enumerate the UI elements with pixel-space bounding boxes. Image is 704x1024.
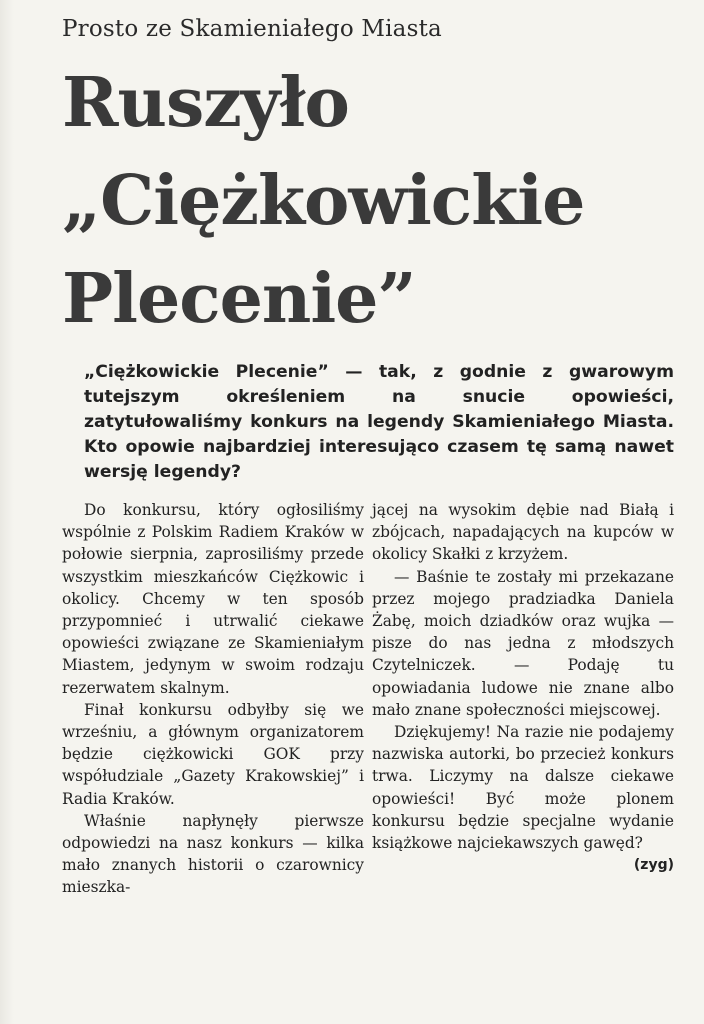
headline-line-2: „Ciężkowickie [62, 161, 585, 241]
body-paragraph: Finał konkursu odbyłby się we wrześniu, a głównym organizatorem będzie ciężkowicki GOK przy współudziale „Gazety Krakowskiej” i Radia Kraków. [62, 700, 364, 808]
scan-edge-shadow [0, 0, 14, 1024]
lead-paragraph: „Ciężkowickie Plecenie” — tak, z godnie z gwarowym tutejszym określeniem na snucie opowieści, zatytułowaliśmy konkurs na legendy Skamieniałego Miasta. Kto opowie najbardziej interesująco czasem tę samą nawet wersję legendy? [84, 362, 674, 482]
column-left [62, 499, 364, 899]
body-paragraph: Do konkursu, który ogłosiliśmy wspólnie z Polskim Radiem Kraków w połowie sierpnia, zaprosiliśmy przede wszystkim mieszkańców Ciężkowic i okolicy. Chcemy w ten sposób przypomnieć i utrwalić ciekawe opowieści związane ze Skamieniałym Miastem, jedynym w swoim rodzaju rezerwatem skalnym. [62, 501, 364, 697]
body-paragraph [372, 721, 674, 874]
article-body [62, 499, 674, 899]
body-paragraph: — Baśnie te zostały mi przekazane przez mojego pradziadka Daniela Żabę, moich dziadków oraz wujka — pisze do nas jedna z młodszych Czytelniczek. — Podaję tu opowiadania ludowe nie znane albo mało znane społeczności miejscowej. [372, 567, 674, 719]
headline-line-3: Plecenie” [62, 259, 416, 339]
headline [62, 54, 674, 348]
body-paragraph-text: Dziękujemy! Na razie nie podajemy nazwiska autorki, bo przecież konkurs trwa. Liczymy na dalsze ciekawe opowieści! Być może plonem konkursu będzie specjalne wydanie książkowe najciekawszych gawęd? [372, 723, 674, 853]
headline-line-1: Ruszyło [62, 63, 349, 143]
body-paragraph: Właśnie napłynęły pierwsze odpowiedzi na nasz konkurs — kilka mało znanych historii o czarownicy mieszka- [62, 811, 364, 897]
author-signature: (zyg) [633, 857, 674, 874]
column-right [372, 499, 674, 899]
body-paragraph: jącej na wysokim dębie nad Białą i zbójcach, napadających na kupców w okolicy Skałki z krzyżem. [372, 501, 674, 564]
kicker: Prosto ze Skamieniałego Miasta [62, 16, 442, 42]
